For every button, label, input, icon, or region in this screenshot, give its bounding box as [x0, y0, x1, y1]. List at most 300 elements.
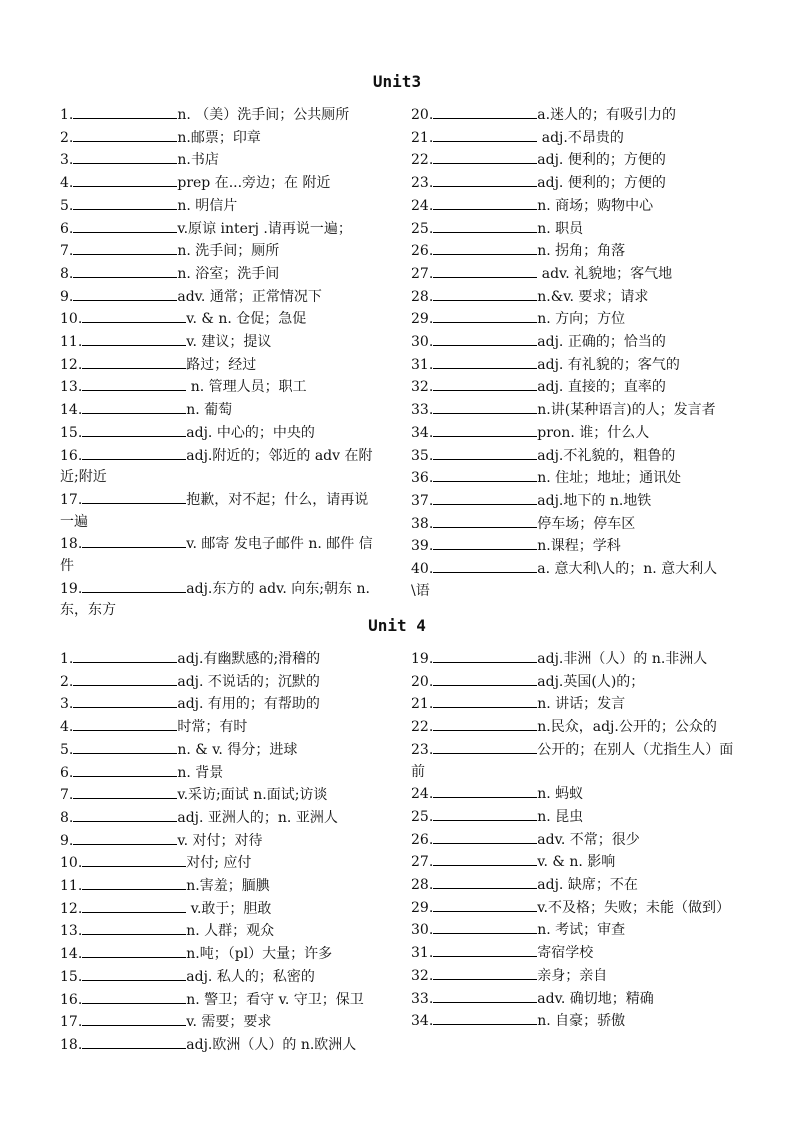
- item-number: 24.: [411, 197, 434, 214]
- answer-blank[interactable]: [82, 898, 186, 913]
- item-number: 13.: [60, 379, 83, 396]
- list-item: [60, 308, 382, 331]
- item-number: 30.: [411, 922, 434, 939]
- list-item: [411, 422, 735, 445]
- item-definition: adj. 便利的；方便的: [537, 152, 666, 169]
- item-definition: a. 意大利\人的；n. 意大利人\语: [411, 561, 718, 599]
- answer-blank[interactable]: [433, 851, 537, 866]
- item-definition: n. 拐角；角落: [537, 243, 626, 260]
- item-definition: adj. 正确的；恰当的: [537, 334, 666, 351]
- item-definition: adv. 通常；正常情况下: [177, 288, 322, 305]
- answer-blank[interactable]: [433, 490, 537, 505]
- list-item: [411, 535, 735, 558]
- item-definition: n. 昆虫: [537, 808, 584, 825]
- list-item: [411, 829, 735, 852]
- list-item: [411, 490, 735, 513]
- item-number: 1.: [60, 651, 74, 667]
- item-number: 4.: [60, 175, 74, 192]
- answer-blank[interactable]: [73, 716, 177, 731]
- item-definition: n. 方向；方位: [537, 311, 626, 328]
- item-number: 40.: [411, 561, 434, 578]
- item-number: 20.: [411, 107, 434, 123]
- item-definition: adv. 礼貌地；客气地: [537, 265, 673, 282]
- answer-blank[interactable]: [433, 513, 537, 528]
- list-item: [60, 1034, 382, 1057]
- item-number: 8.: [60, 809, 74, 826]
- list-item: [60, 762, 382, 785]
- answer-blank[interactable]: [433, 988, 537, 1003]
- item-definition: v. & n. 仓促；急促: [186, 311, 307, 328]
- list-item: [60, 445, 382, 489]
- answer-blank[interactable]: [82, 966, 186, 981]
- answer-blank[interactable]: [82, 376, 186, 391]
- list-item: [60, 739, 382, 762]
- item-definition: v. 建议；提议: [186, 334, 272, 351]
- list-item: [411, 399, 735, 422]
- item-definition: adj.英国(人)的；: [537, 673, 645, 690]
- answer-blank[interactable]: [73, 830, 177, 845]
- answer-blank[interactable]: [433, 874, 537, 889]
- list-item: [411, 218, 735, 241]
- item-definition: n. 浴室；洗手间: [177, 265, 280, 282]
- list-item: [60, 920, 382, 943]
- item-definition: n. 洗手间；厕所: [177, 243, 280, 260]
- answer-blank[interactable]: [433, 240, 537, 255]
- item-number: 8.: [60, 265, 74, 282]
- list-item: [411, 195, 735, 218]
- list-item: [411, 988, 735, 1011]
- answer-blank[interactable]: [433, 693, 537, 708]
- answer-blank[interactable]: [433, 127, 537, 142]
- list-item: [60, 286, 382, 309]
- item-number: 34.: [411, 424, 434, 441]
- list-item: [411, 354, 735, 377]
- item-number: 11.: [60, 334, 83, 351]
- item-number: 29.: [411, 899, 434, 916]
- item-definition: n. 职员: [537, 220, 584, 237]
- item-number: 34.: [411, 1013, 434, 1030]
- list-item: [60, 875, 382, 898]
- answer-blank[interactable]: [82, 489, 186, 504]
- item-number: 25.: [411, 808, 434, 825]
- item-definition: n. 警卫；看守 v. 守卫；保卫: [186, 991, 364, 1008]
- item-definition: adj. 便利的；方便的: [537, 175, 666, 192]
- item-definition: adj.地下的 n.地铁: [537, 492, 652, 509]
- answer-blank[interactable]: [73, 693, 177, 708]
- answer-blank[interactable]: [433, 149, 537, 164]
- item-number: 19.: [60, 580, 83, 597]
- answer-blank[interactable]: [82, 445, 186, 460]
- list-item: [60, 263, 382, 286]
- item-number: 28.: [411, 877, 434, 894]
- item-number: 1.: [60, 107, 74, 123]
- item-number: 23.: [411, 741, 434, 758]
- item-definition: adj. 亚洲人的；n. 亚洲人: [177, 809, 338, 826]
- list-item: [60, 149, 382, 172]
- list-item: [411, 851, 735, 874]
- list-item: [411, 172, 735, 195]
- item-definition: adv. 不常；很少: [537, 831, 640, 848]
- item-definition: pron. 谁；什么人: [537, 424, 650, 441]
- answer-blank[interactable]: [73, 127, 177, 142]
- list-item: [60, 354, 382, 377]
- list-item: [411, 965, 735, 988]
- item-definition: adj.有幽默感的;滑稽的: [177, 651, 321, 667]
- item-number: 31.: [411, 945, 434, 962]
- list-item: [411, 149, 735, 172]
- answer-blank[interactable]: [82, 852, 186, 867]
- list-item: [411, 897, 735, 920]
- item-number: 32.: [411, 967, 434, 984]
- list-item: [60, 399, 382, 422]
- answer-blank[interactable]: [82, 943, 186, 958]
- item-number: 26.: [411, 243, 434, 260]
- item-definition: adj.非洲（人）的 n.非洲人: [537, 651, 708, 667]
- answer-blank[interactable]: [73, 739, 177, 754]
- item-definition: 公开的；在别人（尤指生人）面前: [411, 741, 734, 780]
- answer-blank[interactable]: [73, 671, 177, 686]
- item-definition: adj. 私人的；私密的: [186, 968, 315, 985]
- answer-blank[interactable]: [73, 784, 177, 799]
- answer-blank[interactable]: [82, 920, 186, 935]
- item-number: 35.: [411, 447, 434, 464]
- item-number: 22.: [411, 152, 434, 169]
- item-definition: adj.附近的；邻近的 adv 在附近;附近: [60, 447, 373, 486]
- item-number: 39.: [411, 538, 434, 555]
- item-definition: v.原谅 interj .请再说一遍；: [177, 220, 352, 237]
- item-definition: n. 讲话；发言: [537, 696, 626, 713]
- list-item: [60, 127, 382, 150]
- item-definition: n. & v. 得分；进球: [177, 741, 298, 758]
- item-definition: n. 背景: [177, 764, 224, 781]
- item-definition: n. 考试；审查: [537, 922, 626, 939]
- answer-blank[interactable]: [433, 942, 537, 957]
- item-number: 6.: [60, 220, 74, 237]
- item-number: 15.: [60, 968, 83, 985]
- answer-blank[interactable]: [82, 1011, 186, 1026]
- unit4-left-column: [60, 648, 382, 1057]
- item-number: 16.: [60, 991, 83, 1008]
- list-item: [60, 172, 382, 195]
- item-definition: 时常；有时: [177, 719, 248, 736]
- item-number: 3.: [60, 152, 74, 169]
- item-definition: n. 管理人员；职工: [186, 379, 307, 396]
- item-number: 12.: [60, 900, 83, 917]
- item-definition: adj. 不说话的；沉默的: [177, 673, 320, 690]
- answer-blank[interactable]: [433, 195, 537, 210]
- item-number: 6.: [60, 764, 74, 781]
- item-number: 7.: [60, 787, 74, 804]
- list-item: [411, 716, 735, 739]
- item-number: 25.: [411, 220, 434, 237]
- item-definition: prep 在...旁边；在 附近: [177, 175, 331, 192]
- list-item: [60, 648, 382, 671]
- item-number: 29.: [411, 311, 434, 328]
- item-definition: 路过；经过: [186, 356, 257, 373]
- list-item: [411, 513, 735, 536]
- item-number: 24.: [411, 786, 434, 803]
- list-item: [411, 127, 735, 150]
- answer-blank[interactable]: [73, 263, 177, 278]
- answer-blank[interactable]: [82, 989, 186, 1004]
- answer-blank[interactable]: [82, 875, 186, 890]
- item-number: 17.: [60, 1014, 83, 1031]
- item-number: 23.: [411, 175, 434, 192]
- list-item: [411, 558, 735, 602]
- list-item: [60, 1011, 382, 1034]
- item-definition: 停车场；停车区: [537, 515, 636, 532]
- item-number: 7.: [60, 243, 74, 260]
- item-definition: v. & n. 影响: [537, 854, 616, 871]
- item-definition: n. 商场；购物中心: [537, 197, 654, 214]
- answer-blank[interactable]: [433, 829, 537, 844]
- answer-blank[interactable]: [433, 648, 537, 663]
- item-definition: v. 对付；对待: [177, 832, 263, 849]
- item-number: 27.: [411, 265, 434, 282]
- item-definition: adj.不礼貌的，粗鲁的: [537, 447, 676, 464]
- item-definition: v.不及格；失败；未能（做到）: [537, 899, 730, 916]
- list-item: [60, 104, 382, 127]
- list-item: [411, 376, 735, 399]
- item-number: 18.: [60, 536, 83, 553]
- answer-blank[interactable]: [433, 104, 537, 119]
- answer-blank[interactable]: [82, 308, 186, 323]
- list-item: [411, 874, 735, 897]
- item-number: 12.: [60, 356, 83, 373]
- item-number: 10.: [60, 855, 83, 872]
- item-definition: v.采访;面试 n.面试;访谈: [177, 787, 328, 804]
- unit4-title: Unit 4: [368, 616, 426, 635]
- item-definition: n. 住址；地址；通讯处: [537, 470, 682, 487]
- answer-blank[interactable]: [433, 783, 537, 798]
- list-item: [411, 671, 735, 694]
- item-number: 33.: [411, 402, 434, 419]
- answer-blank[interactable]: [82, 331, 186, 346]
- answer-blank[interactable]: [82, 578, 186, 593]
- item-number: 18.: [60, 1036, 83, 1053]
- list-item: [411, 104, 735, 127]
- answer-blank[interactable]: [433, 558, 537, 573]
- list-item: [60, 784, 382, 807]
- answer-blank[interactable]: [433, 739, 537, 754]
- list-item: [60, 966, 382, 989]
- list-item: [411, 806, 735, 829]
- list-item: [411, 286, 735, 309]
- item-number: 14.: [60, 402, 83, 419]
- item-definition: n. （美）洗手间；公共厕所: [177, 107, 350, 123]
- item-number: 27.: [411, 854, 434, 871]
- list-item: [411, 693, 735, 716]
- item-definition: adj.不昂贵的: [537, 129, 624, 146]
- list-item: [411, 467, 735, 490]
- answer-blank[interactable]: [433, 376, 537, 391]
- list-item: [411, 263, 735, 286]
- item-number: 11.: [60, 878, 83, 895]
- item-definition: n.课程；学科: [537, 538, 621, 555]
- list-item: [60, 943, 382, 966]
- item-number: 2.: [60, 129, 74, 146]
- item-definition: n.害羞；腼腆: [186, 878, 270, 895]
- list-item: [60, 807, 382, 830]
- item-number: 16.: [60, 447, 83, 464]
- item-definition: n.民众，adj.公开的；公众的: [537, 719, 717, 736]
- list-item: [411, 445, 735, 468]
- item-number: 21.: [411, 129, 434, 146]
- item-number: 28.: [411, 288, 434, 305]
- unit3-title: Unit3: [372, 72, 422, 91]
- item-number: 33.: [411, 990, 434, 1007]
- item-definition: 抱歉，对不起；什么，请再说一遍: [60, 491, 369, 530]
- answer-blank[interactable]: [433, 286, 537, 301]
- list-item: [60, 830, 382, 853]
- list-item: [411, 942, 735, 965]
- list-item: [60, 716, 382, 739]
- item-definition: n.讲(某种语言)的人；发言者: [537, 402, 716, 419]
- item-number: 5.: [60, 741, 74, 758]
- item-number: 22.: [411, 719, 434, 736]
- answer-blank[interactable]: [433, 806, 537, 821]
- list-item: [60, 671, 382, 694]
- item-number: 3.: [60, 696, 74, 713]
- item-number: 21.: [411, 696, 434, 713]
- item-number: 5.: [60, 197, 74, 214]
- list-item: [60, 898, 382, 921]
- answer-blank[interactable]: [433, 399, 537, 414]
- item-number: 19.: [411, 651, 434, 667]
- answer-blank[interactable]: [433, 897, 537, 912]
- list-item: [411, 739, 735, 783]
- item-number: 14.: [60, 946, 83, 963]
- list-item: [411, 240, 735, 263]
- answer-blank[interactable]: [73, 286, 177, 301]
- answer-blank[interactable]: [73, 195, 177, 210]
- list-item: [411, 919, 735, 942]
- item-definition: 对付; 应付: [186, 855, 252, 872]
- item-number: 36.: [411, 470, 434, 487]
- answer-blank[interactable]: [433, 263, 537, 278]
- answer-blank[interactable]: [433, 919, 537, 934]
- answer-blank[interactable]: [82, 1034, 186, 1049]
- answer-blank[interactable]: [73, 218, 177, 233]
- item-number: 9.: [60, 832, 74, 849]
- answer-blank[interactable]: [82, 533, 186, 548]
- item-definition: n.&v. 要求；请求: [537, 288, 649, 305]
- answer-blank[interactable]: [73, 149, 177, 164]
- list-item: [411, 783, 735, 806]
- item-number: 20.: [411, 673, 434, 690]
- item-definition: v. 邮寄 发电子邮件 n. 邮件 信件: [60, 536, 373, 575]
- item-number: 2.: [60, 673, 74, 690]
- answer-blank[interactable]: [73, 172, 177, 187]
- list-item: [60, 533, 382, 577]
- list-item: [60, 240, 382, 263]
- item-definition: adj. 缺席；不在: [537, 877, 638, 894]
- answer-blank[interactable]: [433, 445, 537, 460]
- item-definition: n.邮票；印章: [177, 129, 261, 146]
- item-definition: n. 自豪；骄傲: [537, 1013, 626, 1030]
- item-definition: n.吨；（pl）大量；许多: [186, 946, 333, 963]
- item-definition: adj. 有礼貌的；客气的: [537, 356, 680, 373]
- item-definition: adj. 直接的；直率的: [537, 379, 666, 396]
- answer-blank[interactable]: [433, 716, 537, 731]
- unit4-right-column: [411, 648, 735, 1033]
- item-definition: adj. 有用的；有帮助的: [177, 696, 320, 713]
- answer-blank[interactable]: [82, 422, 186, 437]
- list-item: [60, 422, 382, 445]
- answer-blank[interactable]: [433, 308, 537, 323]
- item-definition: adv. 确切地；精确: [537, 990, 654, 1007]
- item-definition: adj.欧洲（人）的 n.欧洲人: [186, 1036, 357, 1053]
- item-definition: n. 蚂蚁: [537, 786, 584, 803]
- list-item: [411, 1010, 735, 1033]
- item-definition: a.迷人的；有吸引力的: [537, 107, 677, 123]
- answer-blank[interactable]: [433, 331, 537, 346]
- item-definition: n. 人群；观众: [186, 923, 275, 940]
- list-item: [411, 331, 735, 354]
- list-item: [60, 331, 382, 354]
- item-definition: adj. 中心的；中央的: [186, 424, 315, 441]
- item-number: 37.: [411, 492, 434, 509]
- answer-blank[interactable]: [433, 671, 537, 686]
- answer-blank[interactable]: [73, 648, 177, 663]
- unit3-left-column: [60, 104, 382, 622]
- item-number: 10.: [60, 311, 83, 328]
- item-definition: 寄宿学校: [537, 945, 594, 962]
- answer-blank[interactable]: [433, 535, 537, 550]
- item-definition: n. 葡萄: [186, 402, 233, 419]
- list-item: [60, 693, 382, 716]
- item-definition: n. 明信片: [177, 197, 238, 214]
- answer-blank[interactable]: [73, 104, 177, 119]
- answer-blank[interactable]: [433, 467, 537, 482]
- item-number: 31.: [411, 356, 434, 373]
- answer-blank[interactable]: [73, 240, 177, 255]
- item-number: 4.: [60, 719, 74, 736]
- item-number: 26.: [411, 831, 434, 848]
- item-definition: n.书店: [177, 152, 219, 169]
- list-item: [60, 218, 382, 241]
- list-item: [60, 852, 382, 875]
- item-definition: 亲身；亲自: [537, 967, 608, 984]
- answer-blank[interactable]: [433, 422, 537, 437]
- item-number: 38.: [411, 515, 434, 532]
- item-number: 30.: [411, 334, 434, 351]
- answer-blank[interactable]: [433, 354, 537, 369]
- item-definition: v.敢于；胆敢: [186, 900, 272, 917]
- answer-blank[interactable]: [82, 354, 186, 369]
- answer-blank[interactable]: [433, 172, 537, 187]
- item-definition: adj.东方的 adv. 向东;朝东 n.东，东方: [60, 580, 370, 619]
- answer-blank[interactable]: [433, 1010, 537, 1025]
- list-item: [60, 989, 382, 1012]
- item-number: 9.: [60, 288, 74, 305]
- answer-blank[interactable]: [82, 399, 186, 414]
- list-item: [411, 308, 735, 331]
- item-number: 32.: [411, 379, 434, 396]
- list-item: [60, 195, 382, 218]
- item-number: 15.: [60, 424, 83, 441]
- answer-blank[interactable]: [73, 807, 177, 822]
- answer-blank[interactable]: [433, 965, 537, 980]
- item-number: 17.: [60, 491, 83, 508]
- answer-blank[interactable]: [433, 218, 537, 233]
- list-item: [60, 376, 382, 399]
- item-number: 13.: [60, 923, 83, 940]
- list-item: [60, 489, 382, 533]
- list-item: [411, 648, 735, 671]
- answer-blank[interactable]: [73, 762, 177, 777]
- unit3-right-column: [411, 104, 735, 602]
